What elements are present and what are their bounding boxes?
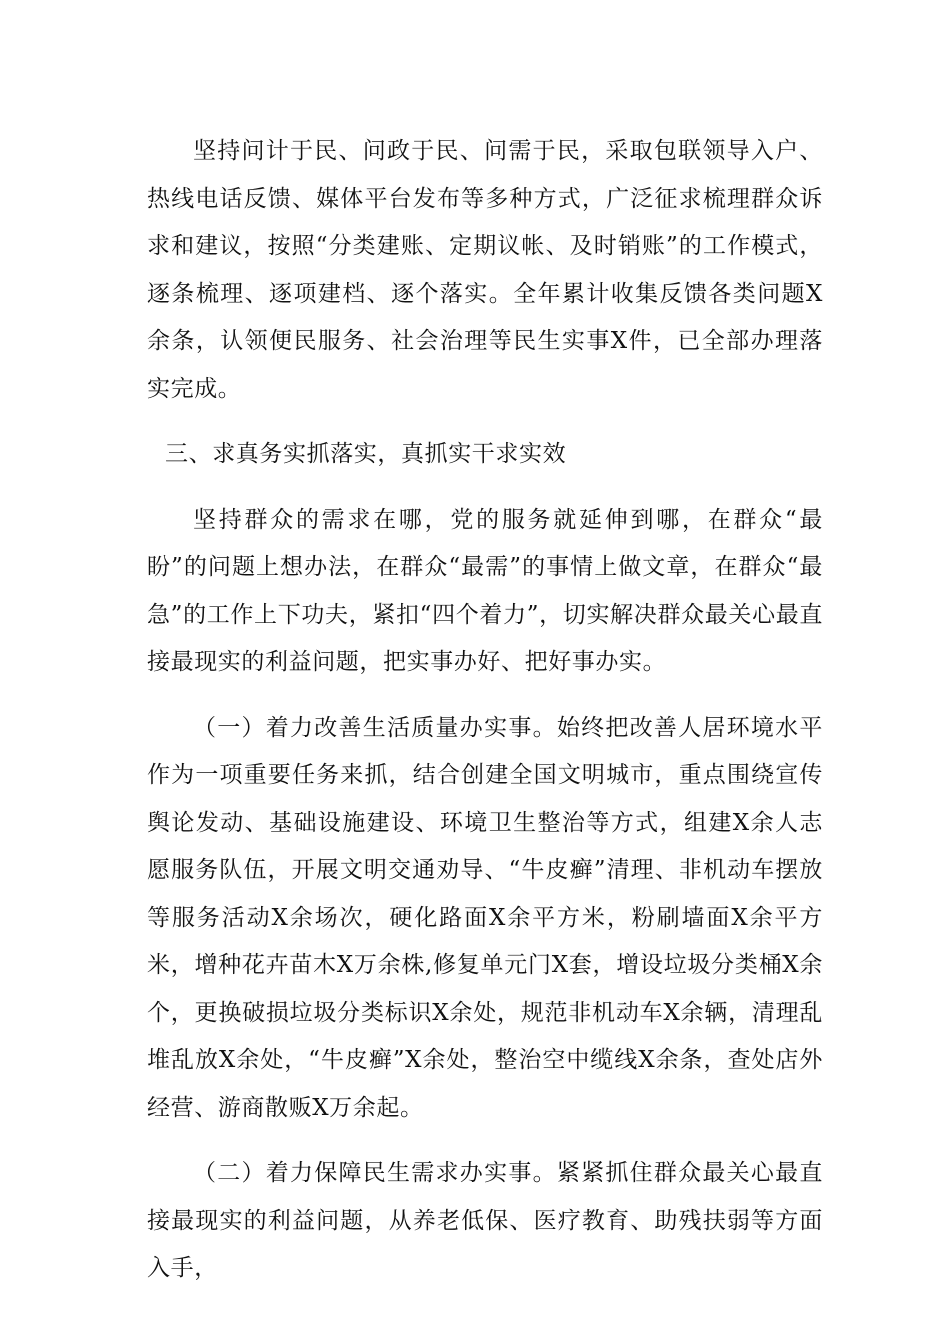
paragraph-feedback: 坚持问计于民、问政于民、问需于民，采取包联领导入户、热线电话反馈、媒体平台发布等多种方式，广泛征求梳理群众诉求和建议，按照“分类建账、定期议帐、及时销账”的工作模式，逐条梳理、逐项建档、逐个落实。全年累计收集反馈各类问题X余条，认领便民服务、社会治理等民生实事X件，已全部办理落实完成。 — [147, 138, 823, 402]
paragraph-item-1: （一）着力改善生活质量办实事。始终把改善人居环境水平作为一项重要任务来抓，结合创建全国文明城市，重点围绕宣传舆论发动、基础设施建设、环境卫生整治等方式，组建X余人志愿服务队伍，开展文明交通劝导、“牛皮癣”清理、非机动车摆放等服务活动X余场次，硬化路面X余平方米，粉刷墙面X余平方米，增种花卉苗木X万余株,修复单元门X套，增设垃圾分类桶X余个，更换破损垃圾分类标识X余处，规范非机动车X余辆，清理乱堆乱放X余处，“牛皮癣”X余处，整治空中缆线X余条，查处店外经营、游商散贩X万余起。 — [147, 714, 823, 1121]
paragraph-item-2: （二）着力保障民生需求办实事。紧紧抓住群众最关心最直接最现实的利益问题，从养老低保、医疗教育、助残扶弱等方面入手， — [147, 1160, 823, 1281]
paragraph-section-3-intro: 坚持群众的需求在哪，党的服务就延伸到哪，在群众“最盼”的问题上想办法，在群众“最需”的事情上做文章，在群众“最急”的工作上下功夫，紧扣“四个着力”，切实解决群众最关心最直接最现实的利益问题，把实事办好、把好事办实。 — [147, 506, 823, 675]
section-heading-3: 三、求真务实抓落实，真抓实干求实效 — [165, 441, 567, 467]
document-body — [147, 128, 823, 1311]
